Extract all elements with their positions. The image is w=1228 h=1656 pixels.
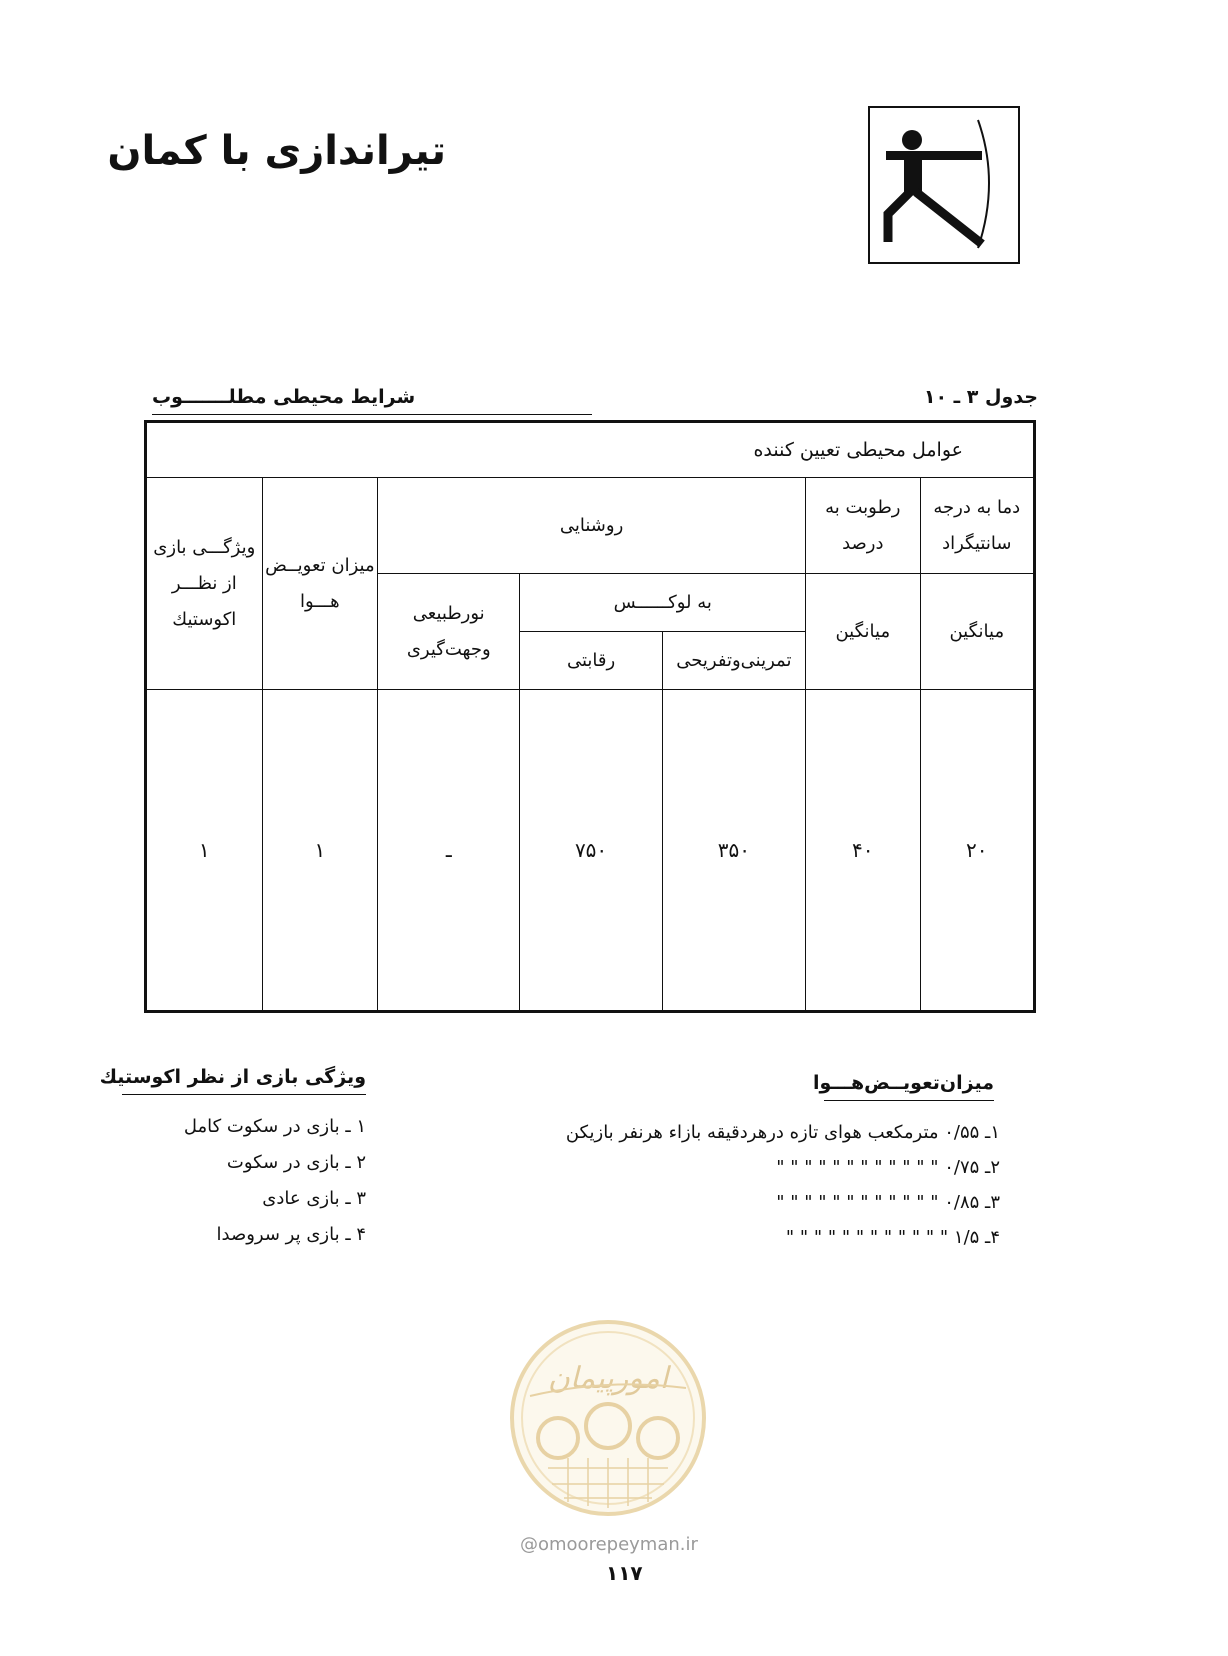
caption-rule [152,414,592,415]
acoustics-title: ویژگی بازی از نظر اکوستیك [99,1066,366,1088]
ventilation-header: میزان تعویــض هـــوا [262,478,378,690]
table-caption-title: شرایط محیطی مطلـــــــوب [152,386,416,408]
ventilation-value: ۱ [262,690,378,1012]
temperature-header: دما به درجه سانتیگراد [920,478,1034,574]
average-humidity-header: میانگین [806,574,920,690]
watermark: @omoorepeyman.ir [520,1534,698,1555]
acoustics-title-underline [122,1094,366,1095]
page-number: ۱۱۷ [606,1561,643,1585]
acoustics-item: ۳ ـ بازی عادی [262,1188,366,1209]
acoustics-item: ۱ ـ بازی در سکوت کامل [183,1116,366,1137]
lux-header: به لوکــــــس [520,574,806,632]
temperature-value: ۲۰ [920,690,1034,1012]
acoustics-value: ۱ [146,690,263,1012]
natural-light-value: ـ [378,690,520,1012]
ventilation-title-underline [824,1100,994,1101]
lighting-header: روشنایی [378,478,806,574]
omoore-peyman-seal-icon [508,1318,708,1518]
natural-light-header: نورطبیعی وجهت‌گیری [378,574,520,690]
ventilation-item: ۲ـ ۰/۷۵ " " " " " " " " " " " " [776,1157,1000,1178]
training-value: ۳۵۰ [662,690,805,1012]
training-header: تمرینی‌وتفریحی [662,632,805,690]
competitive-header: رقابتی [520,632,662,690]
average-temp-header: میانگین [920,574,1034,690]
ventilation-item: ۳ـ ۰/۸۵ " " " " " " " " " " " " [776,1192,1000,1213]
humidity-value: ۴۰ [806,690,920,1012]
group-header: عوامل محیطی تعیین کننده [146,422,1035,478]
ventilation-title: میزان‌تعویــض‌هـــوا [813,1072,994,1094]
acoustics-item: ۴ ـ بازی پر سروصدا [216,1224,366,1245]
ventilation-item: ۴ـ ۱/۵ " " " " " " " " " " " " [785,1227,1000,1248]
humidity-header: رطوبت به درصد [806,478,920,574]
ventilation-item: ۱ـ ۰/۵۵ مترمکعب هوای تازه درهردقیقه بازاء هرنفر بازیکن [565,1122,1000,1143]
competitive-value: ۷۵۰ [520,690,662,1012]
archery-pictogram-icon [868,106,1020,264]
acoustics-item: ۲ ـ بازی در سکوت [226,1152,366,1173]
table-number: جدول ۳ ـ ۱۰ [923,386,1038,408]
page-title: تیراندازی با کمان [107,128,446,174]
environment-conditions-table [144,420,1036,1013]
acoustics-header: ویژگـــی بازی از نظـــر اکوستیك [146,478,263,690]
svg-text:امورپیمان: امورپیمان [547,1361,669,1396]
